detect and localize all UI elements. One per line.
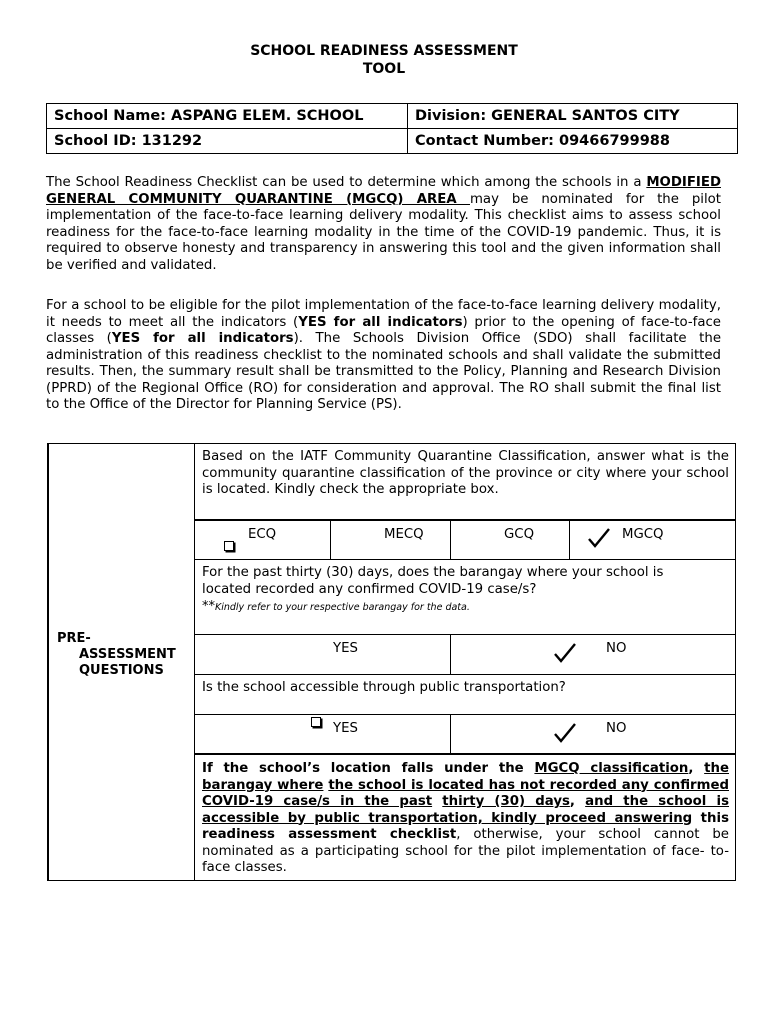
school-info-table [46,103,738,154]
contact-number-cell: Contact Number: 09466799988 [408,129,738,154]
question-3-row [195,675,735,715]
checkbox-empty-icon[interactable] [224,541,234,551]
option-mecq[interactable]: MECQ [331,521,451,559]
question-2-text: For the past thirty (30) days, does the barangay where your school is located recorded any confirmed COVID-19 case/s? [202,565,664,597]
question-2-note: **Kindly refer to your respective barangay for the data. [202,599,470,614]
q3-option-yes[interactable]: YES [195,715,451,753]
checkmark-icon [587,527,611,549]
checkbox-empty-icon[interactable] [311,717,321,727]
checkmark-icon [553,642,577,664]
option-gcq[interactable]: GCQ [451,521,570,559]
q2-option-yes[interactable]: YES [195,635,451,674]
document-title-line2: TOOL [362,61,406,77]
option-ecq[interactable]: ECQ [195,521,331,559]
intro-paragraph-2: For a school to be eligible for the pilot implementation of the face-to-face learning delivery modality, it needs to meet all the indicators (YES for all indicators) prior to the opening of face-to-face classes (YES for all indicators). The Schools Division Office (SDO) shall facilitate the administration of this readiness checklist to the nominated schools and shall validate the submitted results. Then, the summary result shall be transmitted to the Policy, Planning and Research Division (PPRD) of the Regional Office (RO) for consideration and approval. The RO shall submit the final list to the Office of the Director for Planning Service (PS). [46,298,721,412]
question-1-row [195,444,735,520]
question-2-options-row [195,635,735,675]
pre-assessment-table [47,443,736,881]
intro-paragraph-1: The School Readiness Checklist can be used to determine which among the schools in a MODIFIED GENERAL COMMUNITY QUARANTINE (MGCQ) AREA may be nominated for the pilot implementation of the face-to-face learning delivery modality. This checklist aims to assess school readiness for the face-to-face learning modality in the time of the COVID-19 pandemic. Thus, it is required to observe honesty and transparency in answering this tool and the given information shall be verified and validated. [46,175,721,273]
question-3-text: Is the school accessible through public transportation? [202,680,566,695]
q2-option-no[interactable]: NO [451,635,735,674]
question-3-options-row [195,715,735,755]
eligibility-instruction-row [195,755,735,881]
eligibility-instruction-text: If the school’s location falls under the MGCQ classification, the barangay where the school is located has not recorded any confirmed COVID-19 case/s in the past thirty (30) days, and the school is accessible by public transportation, kindly proceed answering this readiness assessment checklist, otherwise, your school cannot be nominated as a participating school for the pilot implementation of face- to-face classes. [202,761,730,875]
school-name-cell: School Name: ASPANG ELEM. SCHOOL [47,104,408,129]
school-id-cell: School ID: 131292 [47,129,408,154]
document-title-line1: SCHOOL READINESS ASSESSMENT [250,43,518,59]
q3-option-no[interactable]: NO [451,715,735,753]
division-cell: Division: GENERAL SANTOS CITY [408,104,738,129]
option-mgcq[interactable]: MGCQ [570,521,735,559]
pre-assessment-label: PRE- ASSESSMENT QUESTIONS [57,631,176,678]
pre-assessment-label-cell [49,444,195,880]
question-2-row [195,560,735,635]
question-1-text: Based on the IATF Community Quarantine Classification, answer what is the community quarantine classification of the province or city where your school is located. Kindly check the appropriate box. [202,449,729,497]
modified-term: MODIFIED [646,175,721,190]
checkmark-icon [553,722,577,744]
question-1-options-row [195,520,735,560]
mgcq-term: GENERAL COMMUNITY QUARANTINE (MGCQ) AREA [46,191,470,207]
